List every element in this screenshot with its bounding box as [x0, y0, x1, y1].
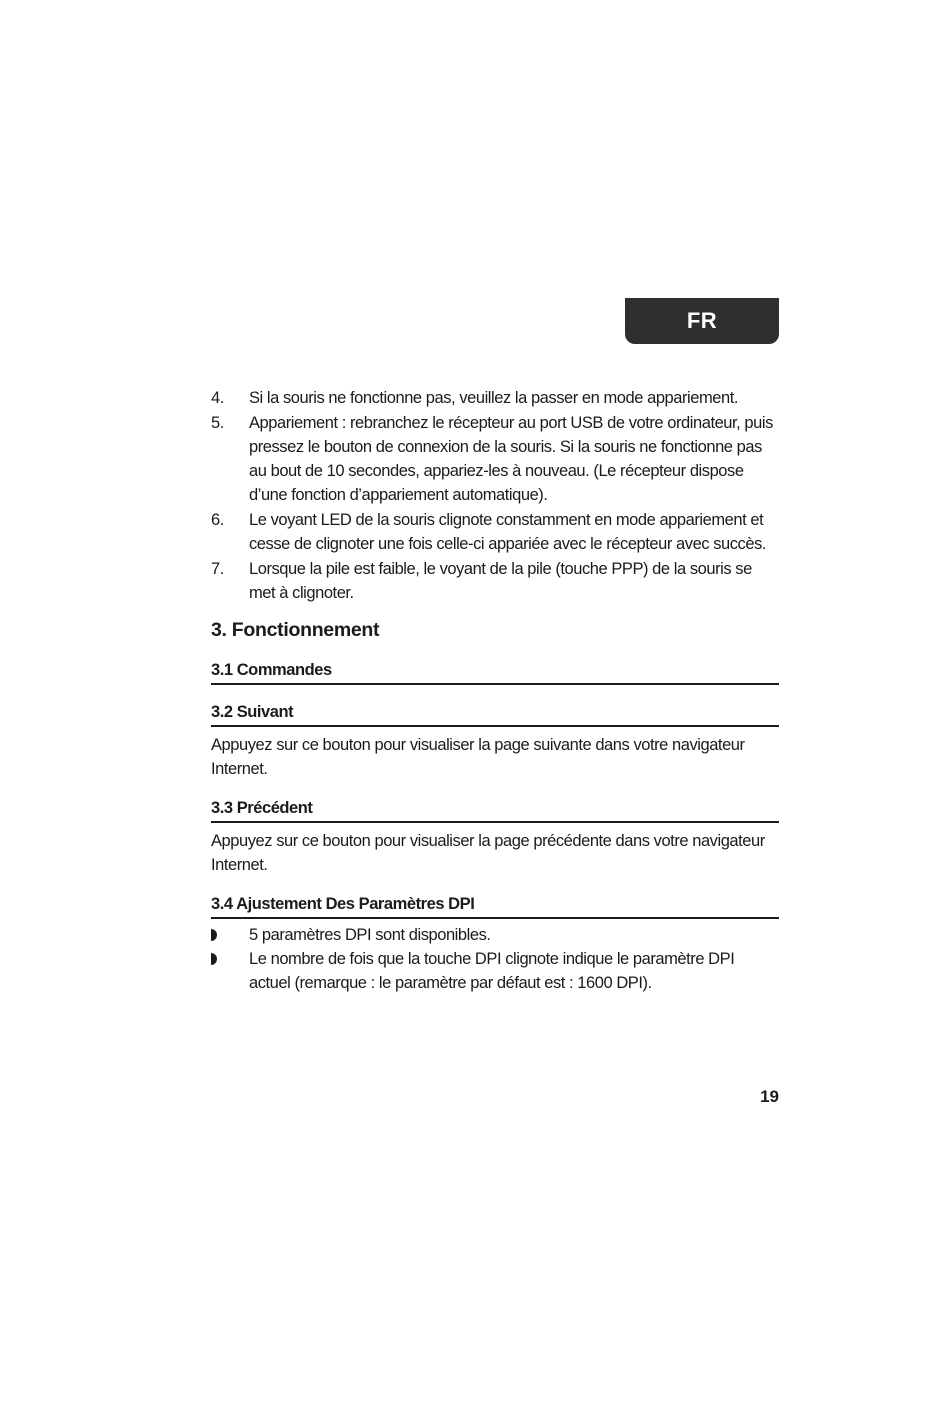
subsection-commandes	[211, 659, 779, 685]
step-number: 4.	[211, 389, 224, 407]
bullet-icon	[211, 947, 249, 995]
step-text: Si la souris ne fonctionne pas, veuillez la passer en mode appariement.	[249, 389, 739, 407]
step-text: Le voyant LED de la souris clignote constamment en mode appariement et cesse de clignoter une fois celle-ci appariée avec le récepteur avec succès.	[249, 511, 767, 553]
bullet-icon	[211, 923, 249, 947]
subsection-suivant	[211, 701, 779, 781]
step-text: Lorsque la pile est faible, le voyant de la pile (touche PPP) de la souris se met à clignoter.	[249, 560, 752, 602]
subsection-title: 3.4 Ajustement Des Paramètres DPI	[211, 893, 779, 919]
step-item	[211, 557, 779, 605]
step-text: Appariement : rebranchez le récepteur au port USB de votre ordinateur, puis pressez le bouton de connexion de la souris. Si la souris ne fonctionne pas au bout de 10 secondes, appariez-les à nouveau. (Le récepteur dispose d’une fonction d’appariement automatique).	[249, 414, 773, 504]
bullet-item	[211, 923, 779, 947]
step-item	[211, 508, 779, 556]
step-item	[211, 386, 779, 410]
bullet-text: Le nombre de fois que la touche DPI clignote indique le paramètre DPI actuel (remarque : le paramètre par défaut est : 1600 DPI).	[249, 950, 735, 992]
bullet-item	[211, 947, 779, 995]
bullet-list	[211, 923, 779, 995]
step-item	[211, 411, 779, 507]
subsection-text: Appuyez sur ce bouton pour visualiser la page précédente dans votre navigateur Internet.	[211, 832, 765, 874]
subsection-title: 3.3 Précédent	[211, 797, 779, 823]
page-content	[211, 386, 779, 995]
section-title: 3. Fonctionnement	[211, 619, 380, 641]
subsection-title: 3.1 Commandes	[211, 659, 779, 685]
step-number: 6.	[211, 511, 224, 529]
step-number: 7.	[211, 560, 224, 578]
numbered-steps	[211, 386, 779, 605]
bullet-text: 5 paramètres DPI sont disponibles.	[249, 926, 491, 944]
subsection-text: Appuyez sur ce bouton pour visualiser la page suivante dans votre navigateur Internet.	[211, 736, 745, 778]
language-tab: FR	[625, 298, 779, 344]
page-number: 19	[760, 1087, 779, 1106]
subsection-title: 3.2 Suivant	[211, 701, 779, 727]
subsection-precedent	[211, 797, 779, 877]
step-number: 5.	[211, 414, 224, 432]
subsection-dpi	[211, 893, 779, 995]
